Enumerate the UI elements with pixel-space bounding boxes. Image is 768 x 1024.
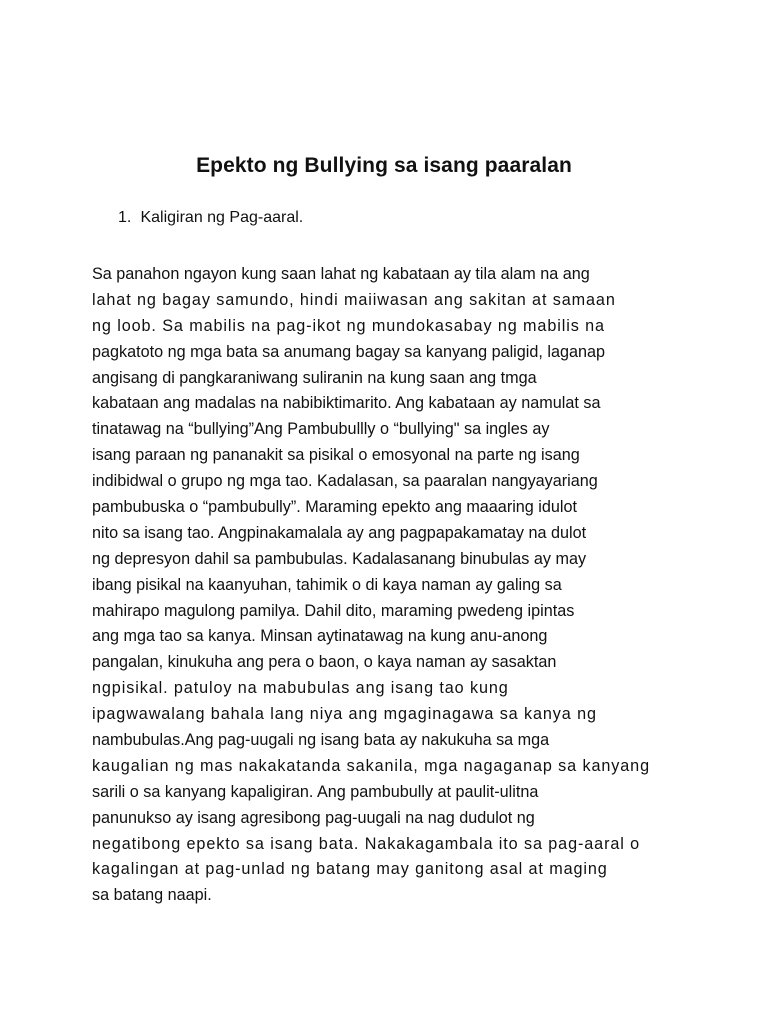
paragraph-line: nito sa isang tao. Angpinakamalala ay ang pagpapakamatay na dulot	[92, 523, 587, 542]
section-heading-text: Kaligiran ng Pag-aaral.	[140, 209, 304, 226]
section-heading	[118, 209, 303, 227]
paragraph-line: ibang pisikal na kaanyuhan, tahimik o di kaya naman ay galing sa	[92, 575, 562, 594]
paragraph-line: nambubulas.Ang pag-uugali ng isang bata ay nakukuha sa mga	[92, 731, 550, 750]
paragraph-line: ipagwawalang bahala lang niya ang mgaginagawa sa kanya ng	[92, 705, 597, 724]
paragraph-line: pambubuska o “pambubully”. Maraming epekto ang maaaring idulot	[92, 498, 578, 517]
paragraph-line: lahat ng bagay samundo, hindi maiiwasan ang sakitan at samaan	[92, 290, 616, 309]
section-number: 1.	[118, 209, 132, 226]
paragraph-line: ang mga tao sa kanya. Minsan aytinatawag na kung anu-anong	[92, 627, 548, 646]
paragraph-line: panunukso ay isang agresibong pag-uugali na nag dudulot ng	[92, 808, 535, 827]
paragraph-line: Sa panahon ngayon kung saan lahat ng kabataan ay tila alam na ang	[92, 265, 590, 283]
body-paragraph	[92, 262, 712, 909]
document-title: Epekto ng Bullying sa isang paaralan	[196, 154, 572, 177]
paragraph-line: ng loob. Sa mabilis na pag-ikot ng mundokasabay ng mabilis na	[92, 316, 605, 335]
paragraph-line: kaugalian ng mas nakakatanda sakanila, mga nagaganap sa kanyang	[92, 756, 650, 775]
paragraph-line: mahirapo magulong pamilya. Dahil dito, maraming pwedeng ipintas	[92, 601, 575, 620]
paragraph-line: kabataan ang madalas na nabibiktimarito. Ang kabataan ay namulat sa	[92, 394, 601, 413]
paragraph-line: isang paraan ng pananakit sa pisikal o emosyonal na parte ng isang	[92, 446, 580, 465]
paragraph-line: kagalingan at pag-unlad ng batang may ganitong asal at maging	[92, 860, 608, 879]
section-list	[118, 209, 303, 227]
paragraph-line: pagkatoto ng mga bata sa anumang bagay sa kanyang paligid, laganap	[92, 342, 605, 361]
paragraph-line: pangalan, kinukuha ang pera o baon, o kaya naman ay sasaktan	[92, 653, 557, 672]
paragraph-line: sa batang naapi.	[92, 886, 212, 905]
paragraph-line: sarili o sa kanyang kapaligiran. Ang pambubully at paulit-ulitna	[92, 782, 539, 801]
paragraph-line: ng depresyon dahil sa pambubulas. Kadalasanang binubulas ay may	[92, 549, 587, 568]
paragraph-line: angisang di pangkaraniwang suliranin na kung saan ang tmga	[92, 368, 537, 387]
paragraph-line: indibidwal o grupo ng mga tao. Kadalasan, sa paaralan nangyayariang	[92, 472, 598, 491]
paragraph-line: negatibong epekto sa isang bata. Nakakagambala ito sa pag-aaral o	[92, 834, 641, 853]
paragraph-line: tinatawag na “bullying”Ang Pambubullly o “bullying" sa ingles ay	[92, 420, 550, 439]
paragraph-line: ngpisikal. patuloy na mabubulas ang isang tao kung	[92, 679, 509, 698]
